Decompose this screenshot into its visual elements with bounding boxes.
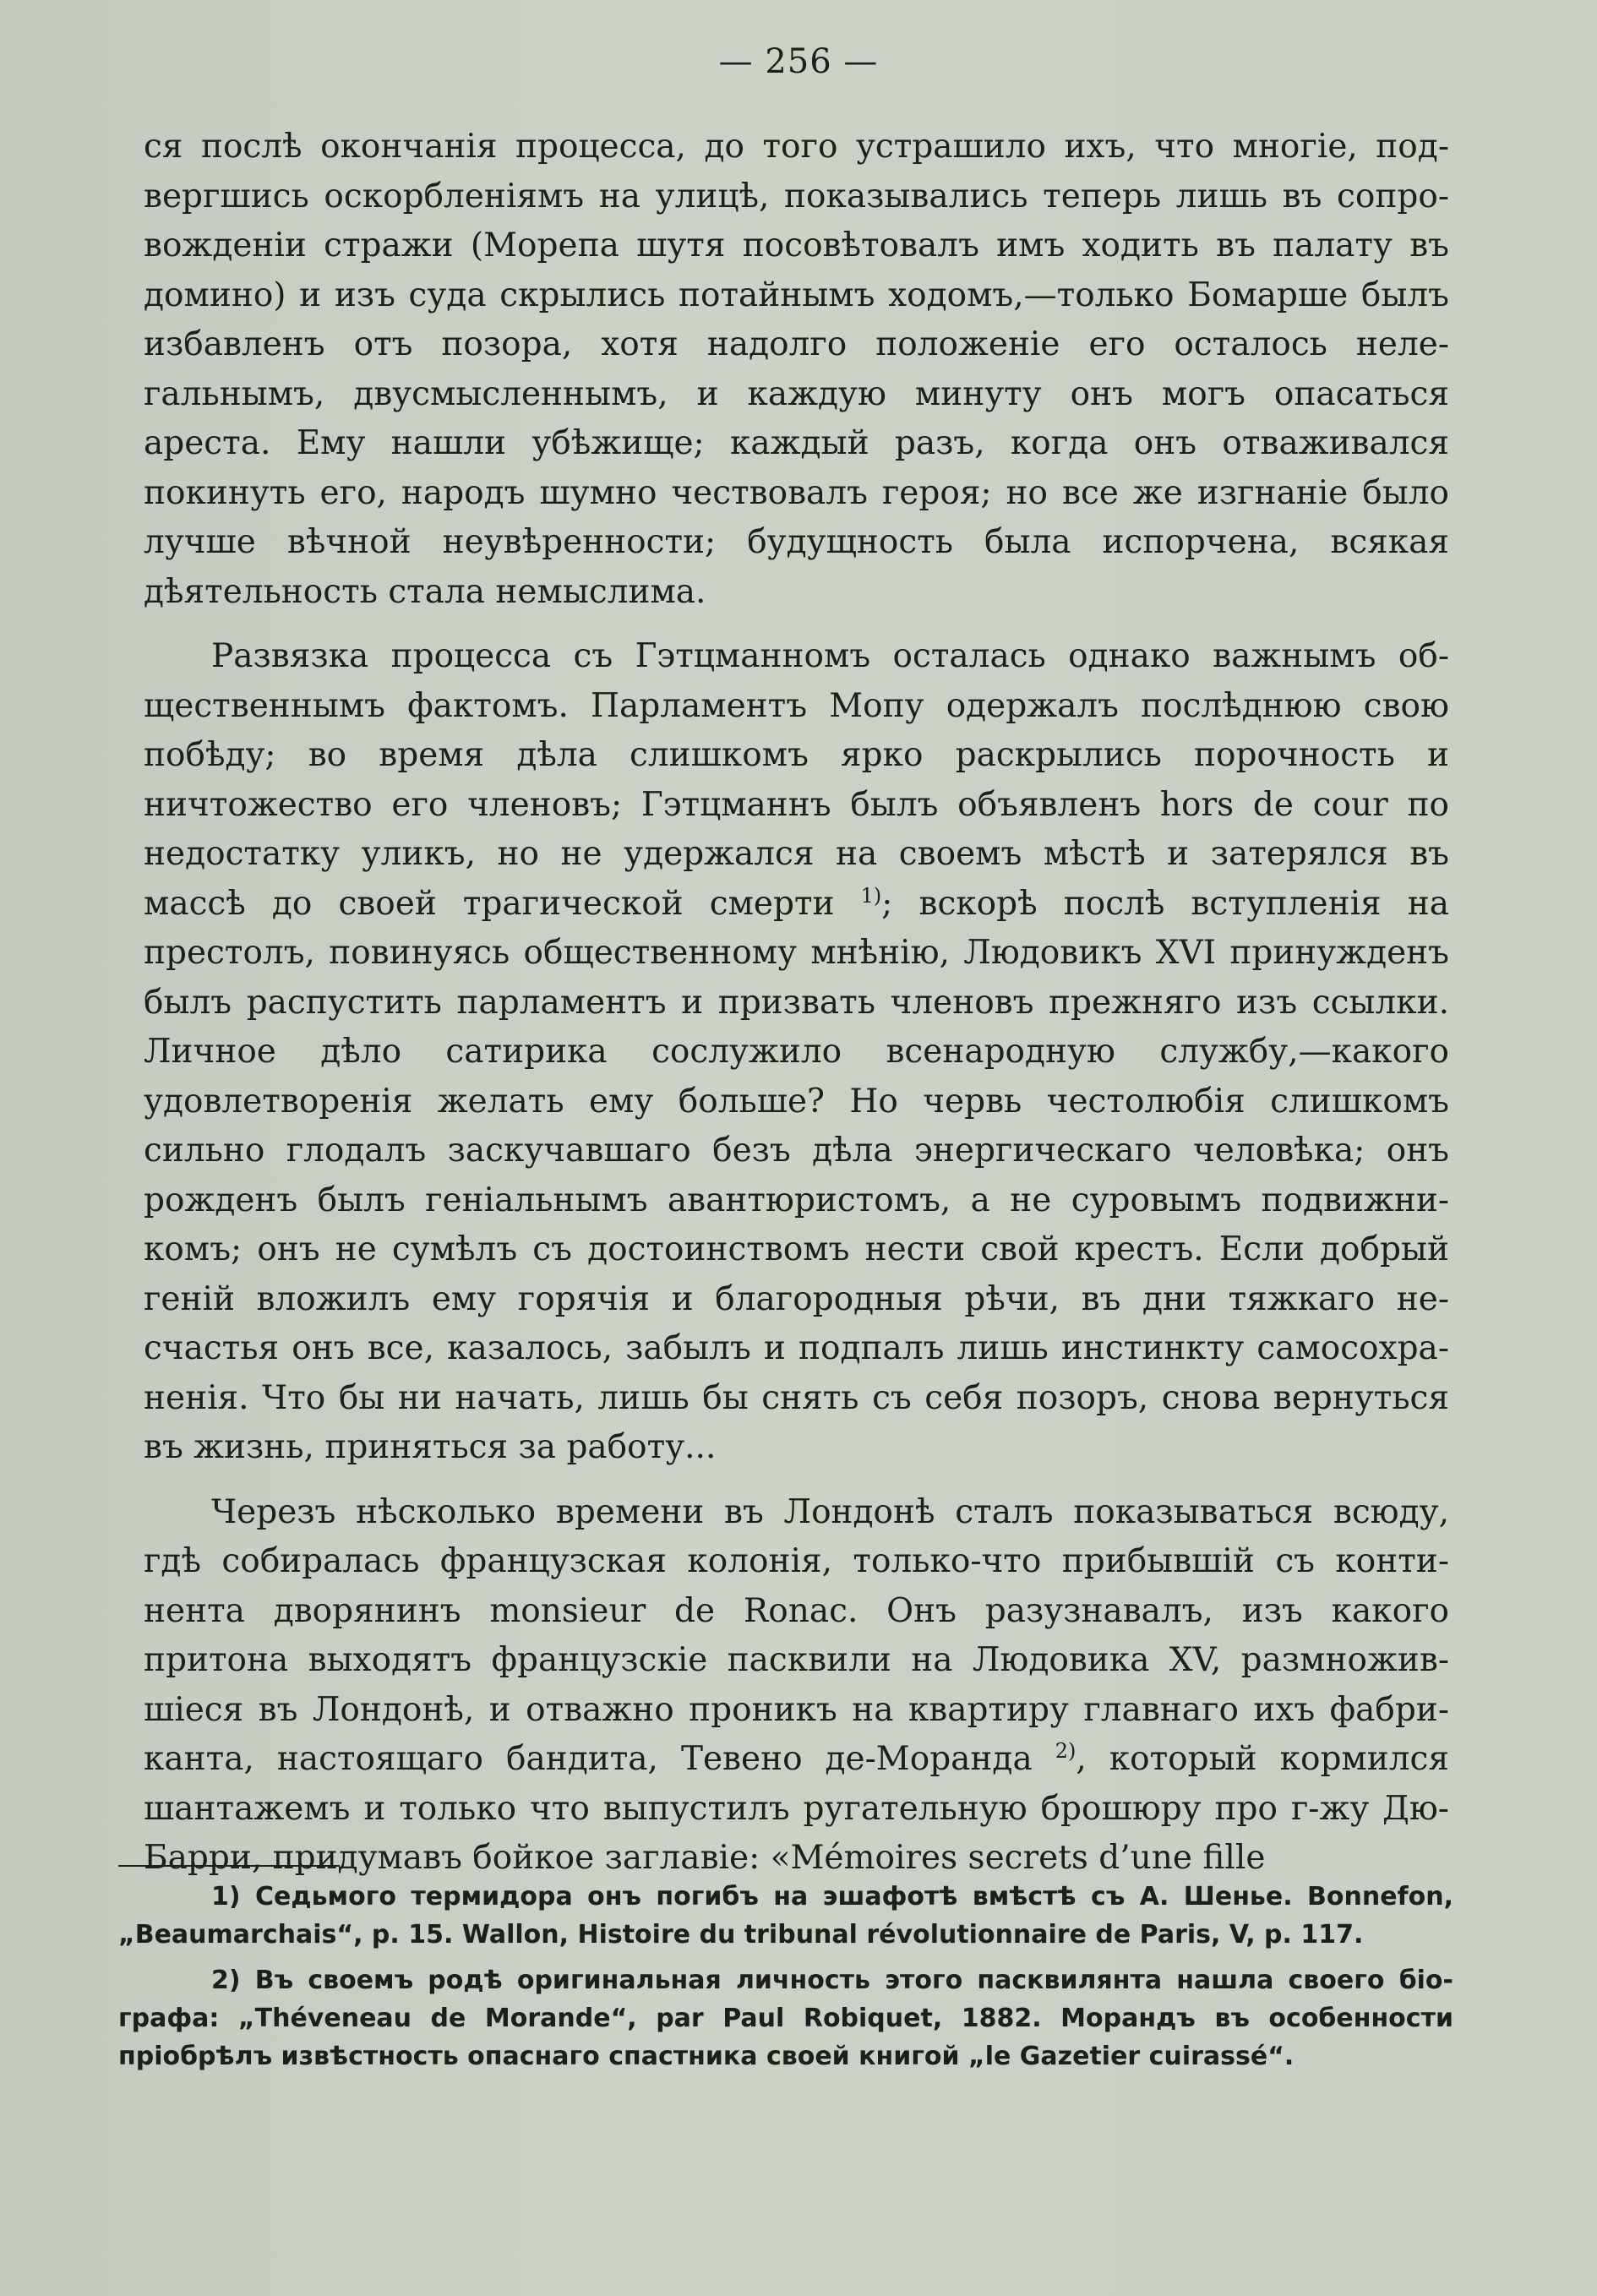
footnote-ref-1[interactable]: 1) [860,883,882,908]
main-text [144,123,1449,1884]
footnote-2-text: Въ своемъ родѣ оригинальная личность этого пасквилянта нашла своего біографа: „Thévеneau de Morande“, par Paul Robiquet, 1882. Морандъ въ особенности пріобрѣлъ извѣстность опаснаго спастника своей книгой „le Gazetier cuirassé“. [118,1966,1453,2071]
paragraph-2-text-end: ; вскорѣ послѣ вступленія на престолъ, повинуясь общественному мнѣнію, Людовикъ XVI принужденъ былъ распустить парламентъ и призвать членовъ прежняго изъ ссылки. Личное дѣло сатирика сослужило всенародную службу,—какого удовлетворенія желать ему больше? Но червь честолюбія слишкомъ сильно глодалъ заскучавшаго безъ дѣла энергическаго человѣка; онъ рожденъ былъ геніальнымъ авантюристомъ, а не суровымъ подвижникомъ; онъ не сумѣлъ съ достоинствомъ нести свой крестъ. Если добрый геній вложилъ ему горячія и благородныя рѣчи, въ дни тяжкаго несчастья онъ все, казалось, забылъ и подпалъ лишь инстинкту самосохраненія. Что бы ни начать, лишь бы снять съ себя позоръ, снова вернуться въ жизнь, приняться за работу... [144,884,1449,1466]
footnote-1 [118,1878,1453,1954]
footnote-1-mark: 1) [211,1882,241,1912]
footnote-1-text: Седьмого термидора онъ погибъ на эшафотѣ вмѣстѣ съ А. Шенье. Bonnefon, „Beaumarchais“, p. 15. Wallon, Histoire du tribunal révolutionnaire de Paris, V, p. 117. [118,1882,1453,1950]
footnote-divider [118,1865,340,1867]
paragraph-1: ся послѣ окончанія процесса, до того устрашило ихъ, что многіе, подвергшись оскорбленіямъ на улицѣ, показывались теперь лишь въ сопровожденіи стражи (Морепа шутя посовѣтовалъ имъ ходить въ палату въ домино) и изъ суда скрылись потайнымъ ходомъ,—только Бомарше былъ избавленъ отъ позора, хотя надолго положеніе его осталось нелегальнымъ, двусмысленнымъ, и каждую минуту онъ могъ опасаться ареста. Ему нашли убѣжище; каждый разъ, когда онъ отваживался покинуть его, народъ шумно чествовалъ героя; но все же изгнаніе было лучше вѣчной неувѣренности; будущность была испорчена, всякая дѣятельность стала немыслима. [144,128,1449,611]
paragraph-3-text-start: Черезъ нѣсколько времени въ Лондонѣ сталъ показываться всюду, гдѣ собиралась французская колонія, только-что прибывшій съ континента дворянинъ monsieur de Ronac. Онъ разузнавалъ, изъ какого притона выходятъ французскіе пасквили на Людовика XV, размножившіеся въ Лондонѣ, и отважно проникъ на квартиру главнаго ихъ фабриканта, настоящаго бандита, Тевено де-Моранда [144,1492,1449,1778]
footnotes [118,1878,1453,2075]
paragraph-3-text-end: , который кормился шантажемъ и только что выпустилъ ругательную брошюру про г-жу Дю-Барри, придумавъ бойкое заглавіе: «Mémoires secrets d’une fille [144,1740,1449,1877]
page-number: — 256 — [718,42,879,81]
paragraph-2-text-start: Развязка процесса съ Гэтцманномъ осталась однако важнымъ общественнымъ фактомъ. Парламентъ Мопу одержалъ послѣднюю свою побѣду; во время дѣла слишкомъ ярко раскрылись порочность и ничтожество его членовъ; Гэтцманнъ былъ объявленъ hors de cour по недостатку уликъ, но не удержался на своемъ мѣстѣ и затерялся въ массѣ до своей трагической смерти [144,637,1449,923]
paragraph-2 [144,632,1449,1473]
paragraph-3 [144,1488,1449,1884]
footnote-2-mark: 2) [211,1966,241,1995]
footnote-2 [118,1961,1453,2075]
footnote-ref-2[interactable]: 2) [1055,1739,1076,1763]
